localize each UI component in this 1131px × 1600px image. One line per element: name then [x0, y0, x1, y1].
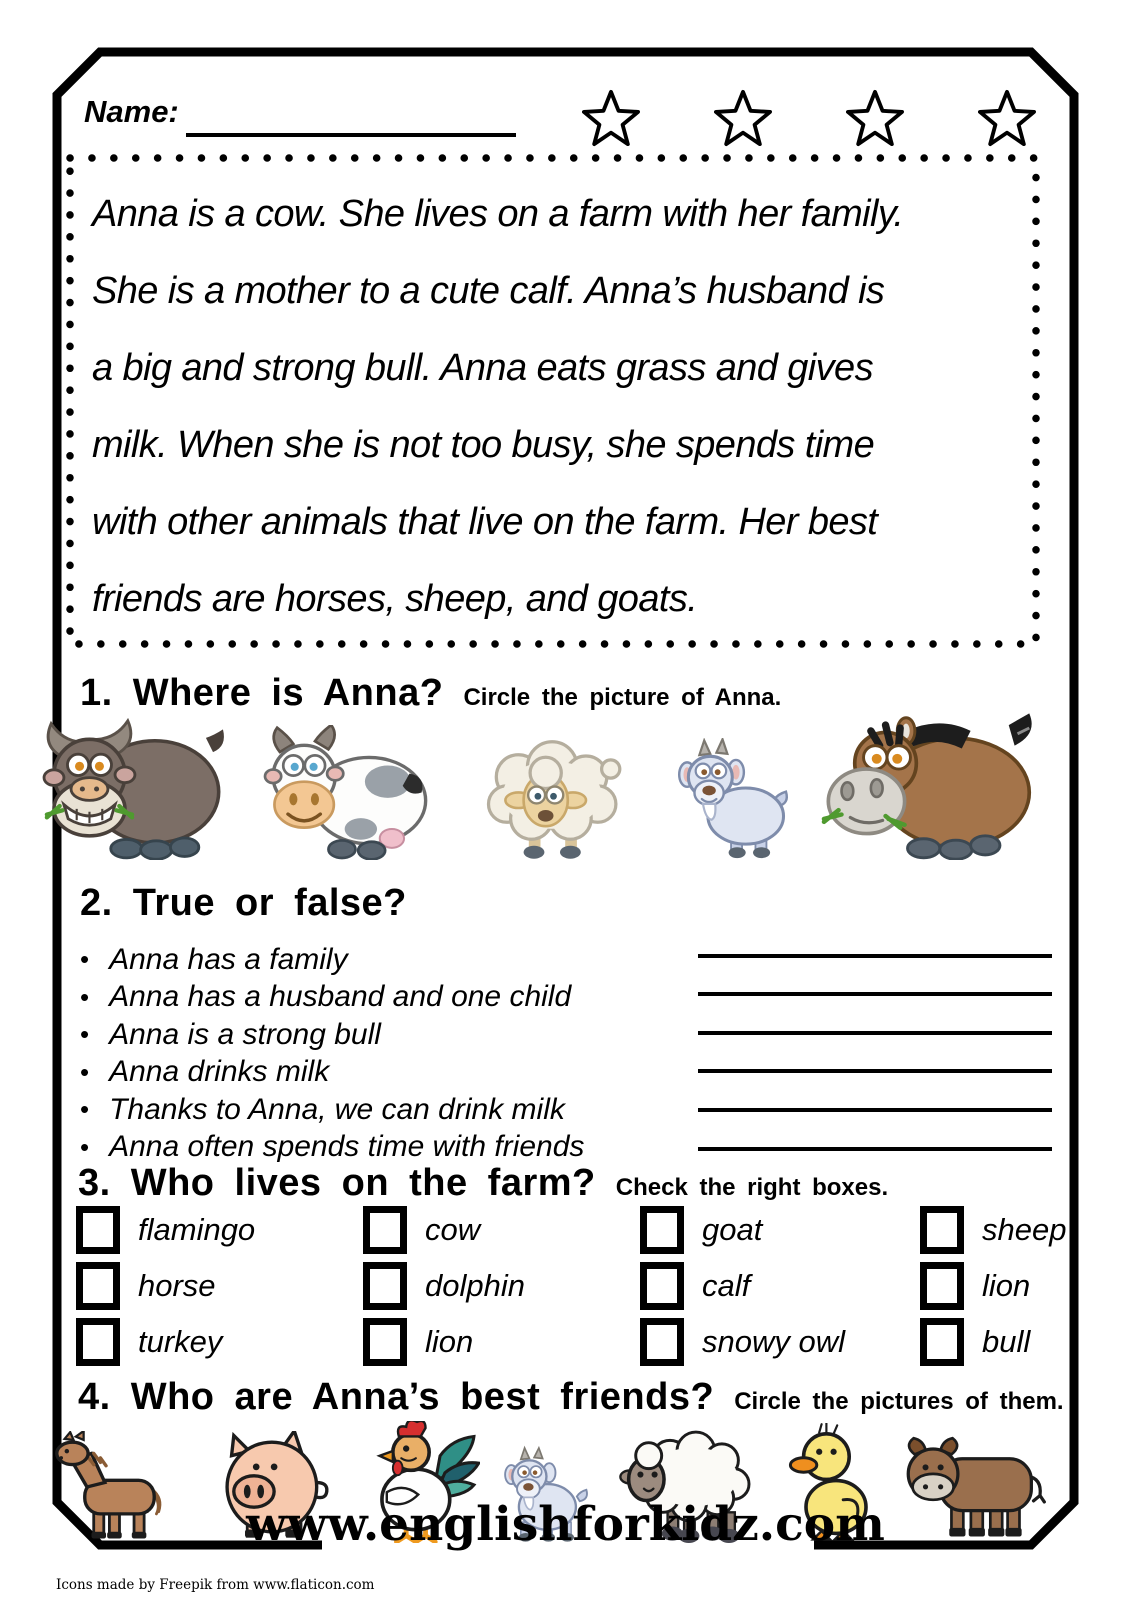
buffalo-image[interactable] [36, 718, 231, 860]
true-false-list [80, 941, 584, 1166]
horse-image[interactable] [821, 712, 1041, 860]
q2-number: 2. [80, 882, 113, 924]
checkbox-snowy-owl[interactable] [640, 1318, 684, 1366]
answer-line[interactable] [698, 992, 1052, 996]
true-false-item: • Anna has a family [80, 942, 348, 976]
option-goat: goat [640, 1206, 920, 1254]
answer-line[interactable] [698, 1031, 1052, 1035]
checkbox-dolphin[interactable] [363, 1262, 407, 1310]
bullet-icon: • [80, 1094, 90, 1125]
rating-stars [582, 88, 1036, 148]
q4-title: Who are Anna’s best friends? [130, 1376, 715, 1418]
passage-line: a big and strong bull. Anna eats grass and gives [92, 347, 873, 389]
q1-title: Where is Anna? [132, 672, 444, 714]
checkbox-horse[interactable] [76, 1262, 120, 1310]
option-dolphin: dolphin [363, 1262, 640, 1310]
q2-heading [80, 882, 407, 925]
checkbox-flamingo[interactable] [76, 1206, 120, 1254]
bullet-icon: • [80, 944, 90, 975]
q1-heading [80, 672, 781, 715]
q4-number: 4. [78, 1376, 111, 1418]
q2-title: True or false? [132, 882, 407, 924]
true-false-item: • Anna drinks milk [80, 1055, 330, 1089]
answer-line[interactable] [698, 954, 1052, 958]
true-false-item: • Anna often spends time with friends [80, 1130, 585, 1164]
checkbox-goat[interactable] [640, 1206, 684, 1254]
true-false-item: • Thanks to Anna, we can drink milk [80, 1092, 565, 1126]
icons-credit: Icons made by Freepik from www.flaticon.com [56, 1577, 375, 1593]
bullet-icon: • [80, 1056, 90, 1087]
q3-instruction: Check the right boxes. [615, 1174, 889, 1201]
name-label: Name: [84, 94, 179, 129]
passage-line: friends are horses, sheep, and goats. [92, 578, 698, 620]
q3-number: 3. [78, 1162, 111, 1204]
footer-website[interactable]: www.englishforkidz.com [246, 1497, 885, 1552]
sheep-image[interactable] [461, 730, 646, 860]
answer-line[interactable] [698, 1108, 1052, 1112]
option-sheep: sheep [920, 1206, 1068, 1254]
option-lion: lion [920, 1262, 1068, 1310]
name-input-line[interactable] [186, 133, 516, 137]
option-turkey: turkey [76, 1318, 363, 1366]
checkbox-lion[interactable] [920, 1262, 964, 1310]
passage-line: Anna is a cow. She lives on a farm with her family. [92, 193, 904, 235]
answer-line[interactable] [698, 1069, 1052, 1073]
option-horse: horse [76, 1262, 363, 1310]
option-snowy-owl: snowy owl [640, 1318, 920, 1366]
checkbox-cow[interactable] [363, 1206, 407, 1254]
checkbox-lion-2[interactable] [363, 1318, 407, 1366]
bullet-icon: • [80, 981, 90, 1012]
star-icon[interactable] [714, 88, 772, 148]
answer-line[interactable] [698, 1147, 1052, 1151]
goat-image[interactable] [666, 738, 801, 860]
checkbox-turkey[interactable] [76, 1318, 120, 1366]
checkbox-sheep[interactable] [920, 1206, 964, 1254]
option-cow: cow [363, 1206, 640, 1254]
passage-line: She is a mother to a cute calf. Anna’s husband is [92, 270, 885, 312]
q1-instruction: Circle the picture of Anna. [463, 684, 782, 711]
star-icon[interactable] [846, 88, 904, 148]
star-icon[interactable] [978, 88, 1036, 148]
q3-heading [78, 1162, 888, 1205]
bullet-icon: • [80, 1019, 90, 1050]
bull-image[interactable] [895, 1435, 1050, 1543]
q3-title: Who lives on the farm? [130, 1162, 596, 1204]
q1-image-row [36, 710, 1041, 860]
reading-passage [92, 176, 1036, 638]
star-icon[interactable] [582, 88, 640, 148]
checkbox-bull[interactable] [920, 1318, 964, 1366]
option-lion-2: lion [363, 1318, 640, 1366]
option-calf: calf [640, 1262, 920, 1310]
passage-line: milk. When she is not too busy, she spends time [92, 424, 875, 466]
bullet-icon: • [80, 1131, 90, 1162]
true-false-item: • Anna is a strong bull [80, 1017, 381, 1051]
farm-animal-options [76, 1202, 1068, 1370]
horse-image-2[interactable] [50, 1431, 180, 1543]
cow-image[interactable] [251, 725, 441, 860]
passage-line: with other animals that live on the farm. Her best [92, 501, 878, 543]
q4-instruction: Circle the pictures of them. [734, 1388, 1064, 1415]
true-false-item: • Anna has a husband and one child [80, 980, 572, 1014]
option-flamingo: flamingo [76, 1206, 363, 1254]
checkbox-calf[interactable] [640, 1262, 684, 1310]
q1-number: 1. [80, 672, 113, 714]
option-bull: bull [920, 1318, 1068, 1366]
